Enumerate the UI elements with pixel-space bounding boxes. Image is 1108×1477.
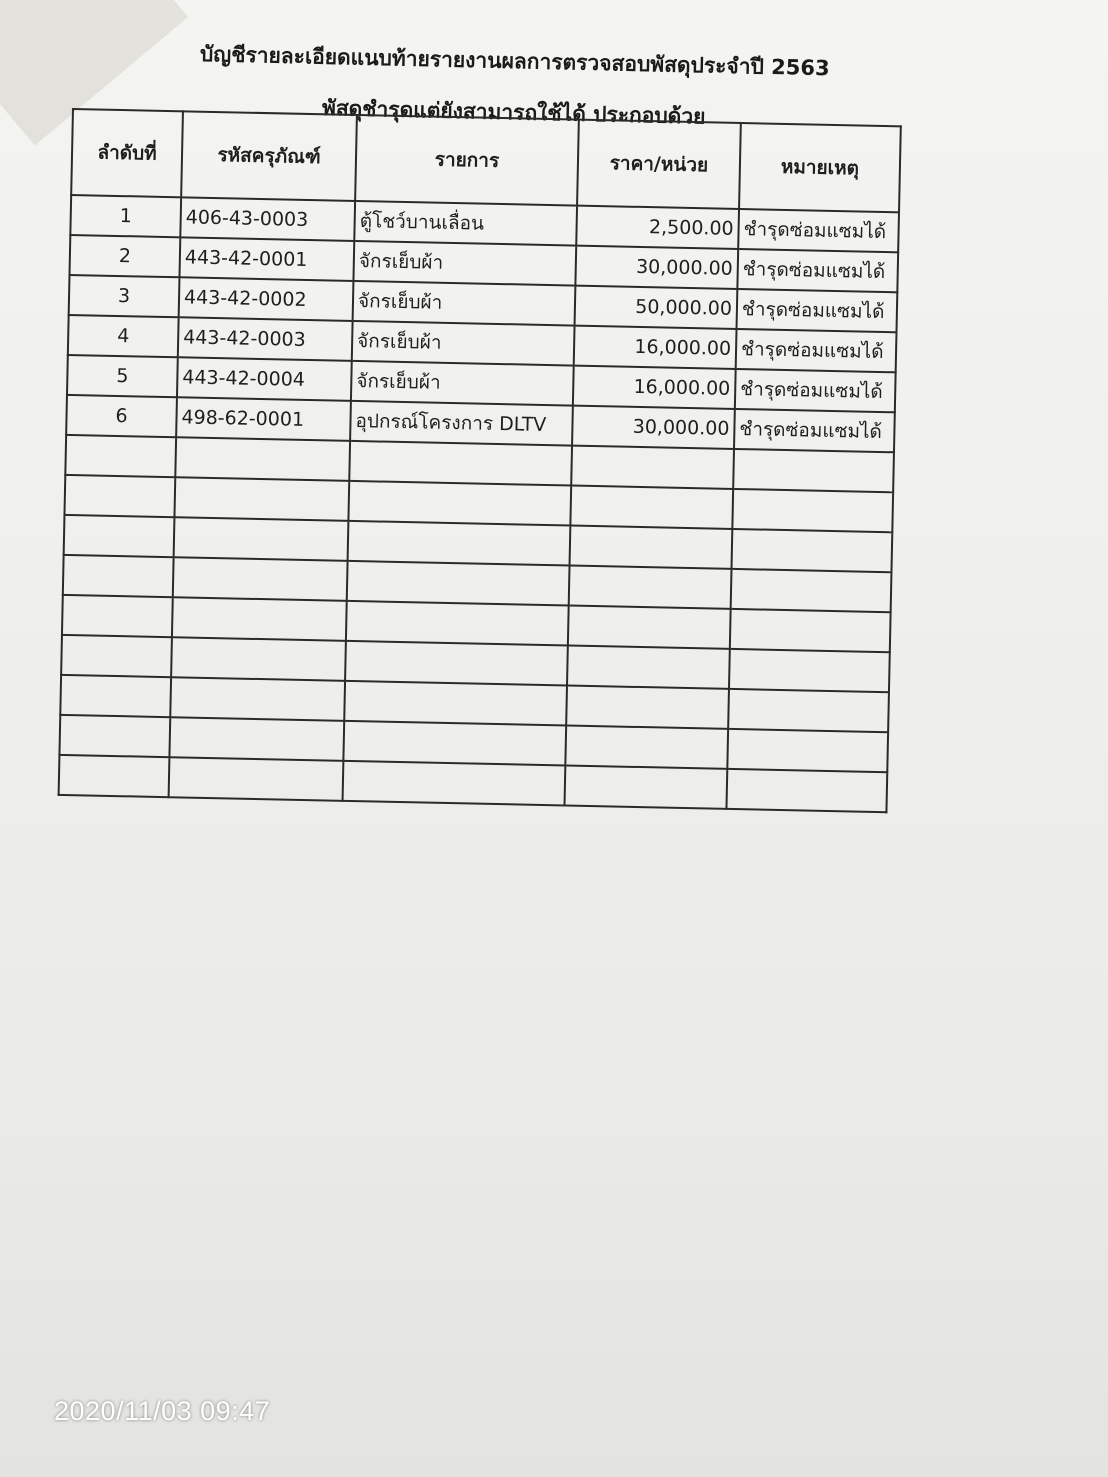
cell-note: ชำรุดซ่อมแซมได้ xyxy=(738,209,899,252)
cell-item xyxy=(345,641,568,686)
cell-no: 4 xyxy=(68,315,179,357)
cell-item: อุปกรณ์โครงการ DLTV xyxy=(350,401,573,446)
cell-item: จักรเย็บผ้า xyxy=(353,281,576,326)
cell-price: 16,000.00 xyxy=(573,366,736,409)
cell-price: 30,000.00 xyxy=(572,406,735,449)
cell-note xyxy=(733,449,894,492)
cell-code xyxy=(174,477,349,521)
cell-note: ชำรุดซ่อมแซมได้ xyxy=(734,409,895,452)
cell-price xyxy=(568,606,731,649)
cell-no xyxy=(63,555,174,597)
cell-price xyxy=(565,725,728,768)
cell-item: จักรเย็บผ้า xyxy=(352,321,575,366)
cell-code: 498-62-0001 xyxy=(176,397,351,441)
cell-code xyxy=(169,717,344,761)
cell-item: จักรเย็บผ้า xyxy=(353,241,576,286)
cell-code xyxy=(170,677,345,721)
cell-price xyxy=(566,685,729,728)
cell-note: ชำรุดซ่อมแซมได้ xyxy=(735,369,896,412)
cell-code: 443-42-0003 xyxy=(178,317,353,361)
cell-no xyxy=(60,675,171,717)
cell-note xyxy=(727,729,888,772)
cell-price: 2,500.00 xyxy=(576,206,739,249)
cell-price: 16,000.00 xyxy=(574,326,737,369)
document-title: บัญชีรายละเอียดแนบท้ายรายงานผลการตรวจสอบพัสดุประจำปี 2563 xyxy=(199,42,830,81)
cell-code xyxy=(174,517,349,561)
cell-item xyxy=(343,761,566,806)
cell-price xyxy=(567,646,730,689)
cell-note xyxy=(726,769,887,812)
header-item: รายการ xyxy=(355,115,579,206)
header-price: ราคา/หน่วย xyxy=(577,120,741,209)
header-note: หมายเหตุ xyxy=(739,123,901,212)
cell-no xyxy=(61,635,172,677)
cell-no xyxy=(64,515,175,557)
cell-code xyxy=(171,637,346,681)
cell-note xyxy=(731,569,892,612)
cell-no xyxy=(62,595,173,637)
cell-no xyxy=(64,475,175,517)
document-subtitle: พัสดุชำรุดแต่ยังสามารถใช้ได้ ประกอบด้วย xyxy=(321,96,706,129)
cell-note: ชำรุดซ่อมแซมได้ xyxy=(737,289,898,332)
cell-code: 443-42-0002 xyxy=(179,277,354,321)
cell-code: 443-42-0001 xyxy=(179,237,354,281)
cell-note xyxy=(729,649,890,692)
cell-no: 3 xyxy=(69,275,180,317)
cell-note xyxy=(732,489,893,532)
table-body xyxy=(59,195,899,812)
cell-item xyxy=(349,441,572,486)
cell-note xyxy=(731,529,892,572)
cell-item xyxy=(348,481,571,526)
cell-no: 5 xyxy=(67,355,178,397)
cell-no xyxy=(59,755,170,797)
header-code: รหัสครุภัณฑ์ xyxy=(181,111,357,201)
cell-no xyxy=(59,715,170,757)
cell-price xyxy=(570,486,733,529)
cell-no xyxy=(65,435,176,477)
cell-code: 406-43-0003 xyxy=(180,197,355,241)
cell-code xyxy=(175,437,350,481)
inventory-table xyxy=(58,108,902,813)
cell-price xyxy=(565,765,728,808)
cell-note xyxy=(730,609,891,652)
cell-item xyxy=(344,681,567,726)
cell-price: 50,000.00 xyxy=(575,286,738,329)
cell-no: 1 xyxy=(70,195,181,237)
cell-code xyxy=(169,757,344,801)
cell-item: จักรเย็บผ้า xyxy=(351,361,574,406)
cell-price: 30,000.00 xyxy=(575,246,738,289)
photo-timestamp: 2020/11/03 09:47 xyxy=(54,1396,271,1426)
cell-no: 6 xyxy=(66,395,177,437)
cell-code: 443-42-0004 xyxy=(177,357,352,401)
cell-no: 2 xyxy=(70,235,181,277)
cell-item xyxy=(347,561,570,606)
cell-price xyxy=(569,566,732,609)
cell-code xyxy=(172,597,347,641)
cell-price xyxy=(571,446,734,489)
cell-item: ตู้โชว์บานเลื่อน xyxy=(354,201,577,246)
cell-price xyxy=(570,526,733,569)
cell-code xyxy=(173,557,348,601)
header-no: ลำดับที่ xyxy=(71,109,183,197)
cell-item xyxy=(343,721,566,766)
cell-note: ชำรุดซ่อมแซมได้ xyxy=(736,329,897,372)
cell-note xyxy=(728,689,889,732)
cell-item xyxy=(346,601,569,646)
cell-note: ชำรุดซ่อมแซมได้ xyxy=(737,249,898,292)
cell-item xyxy=(348,521,571,566)
